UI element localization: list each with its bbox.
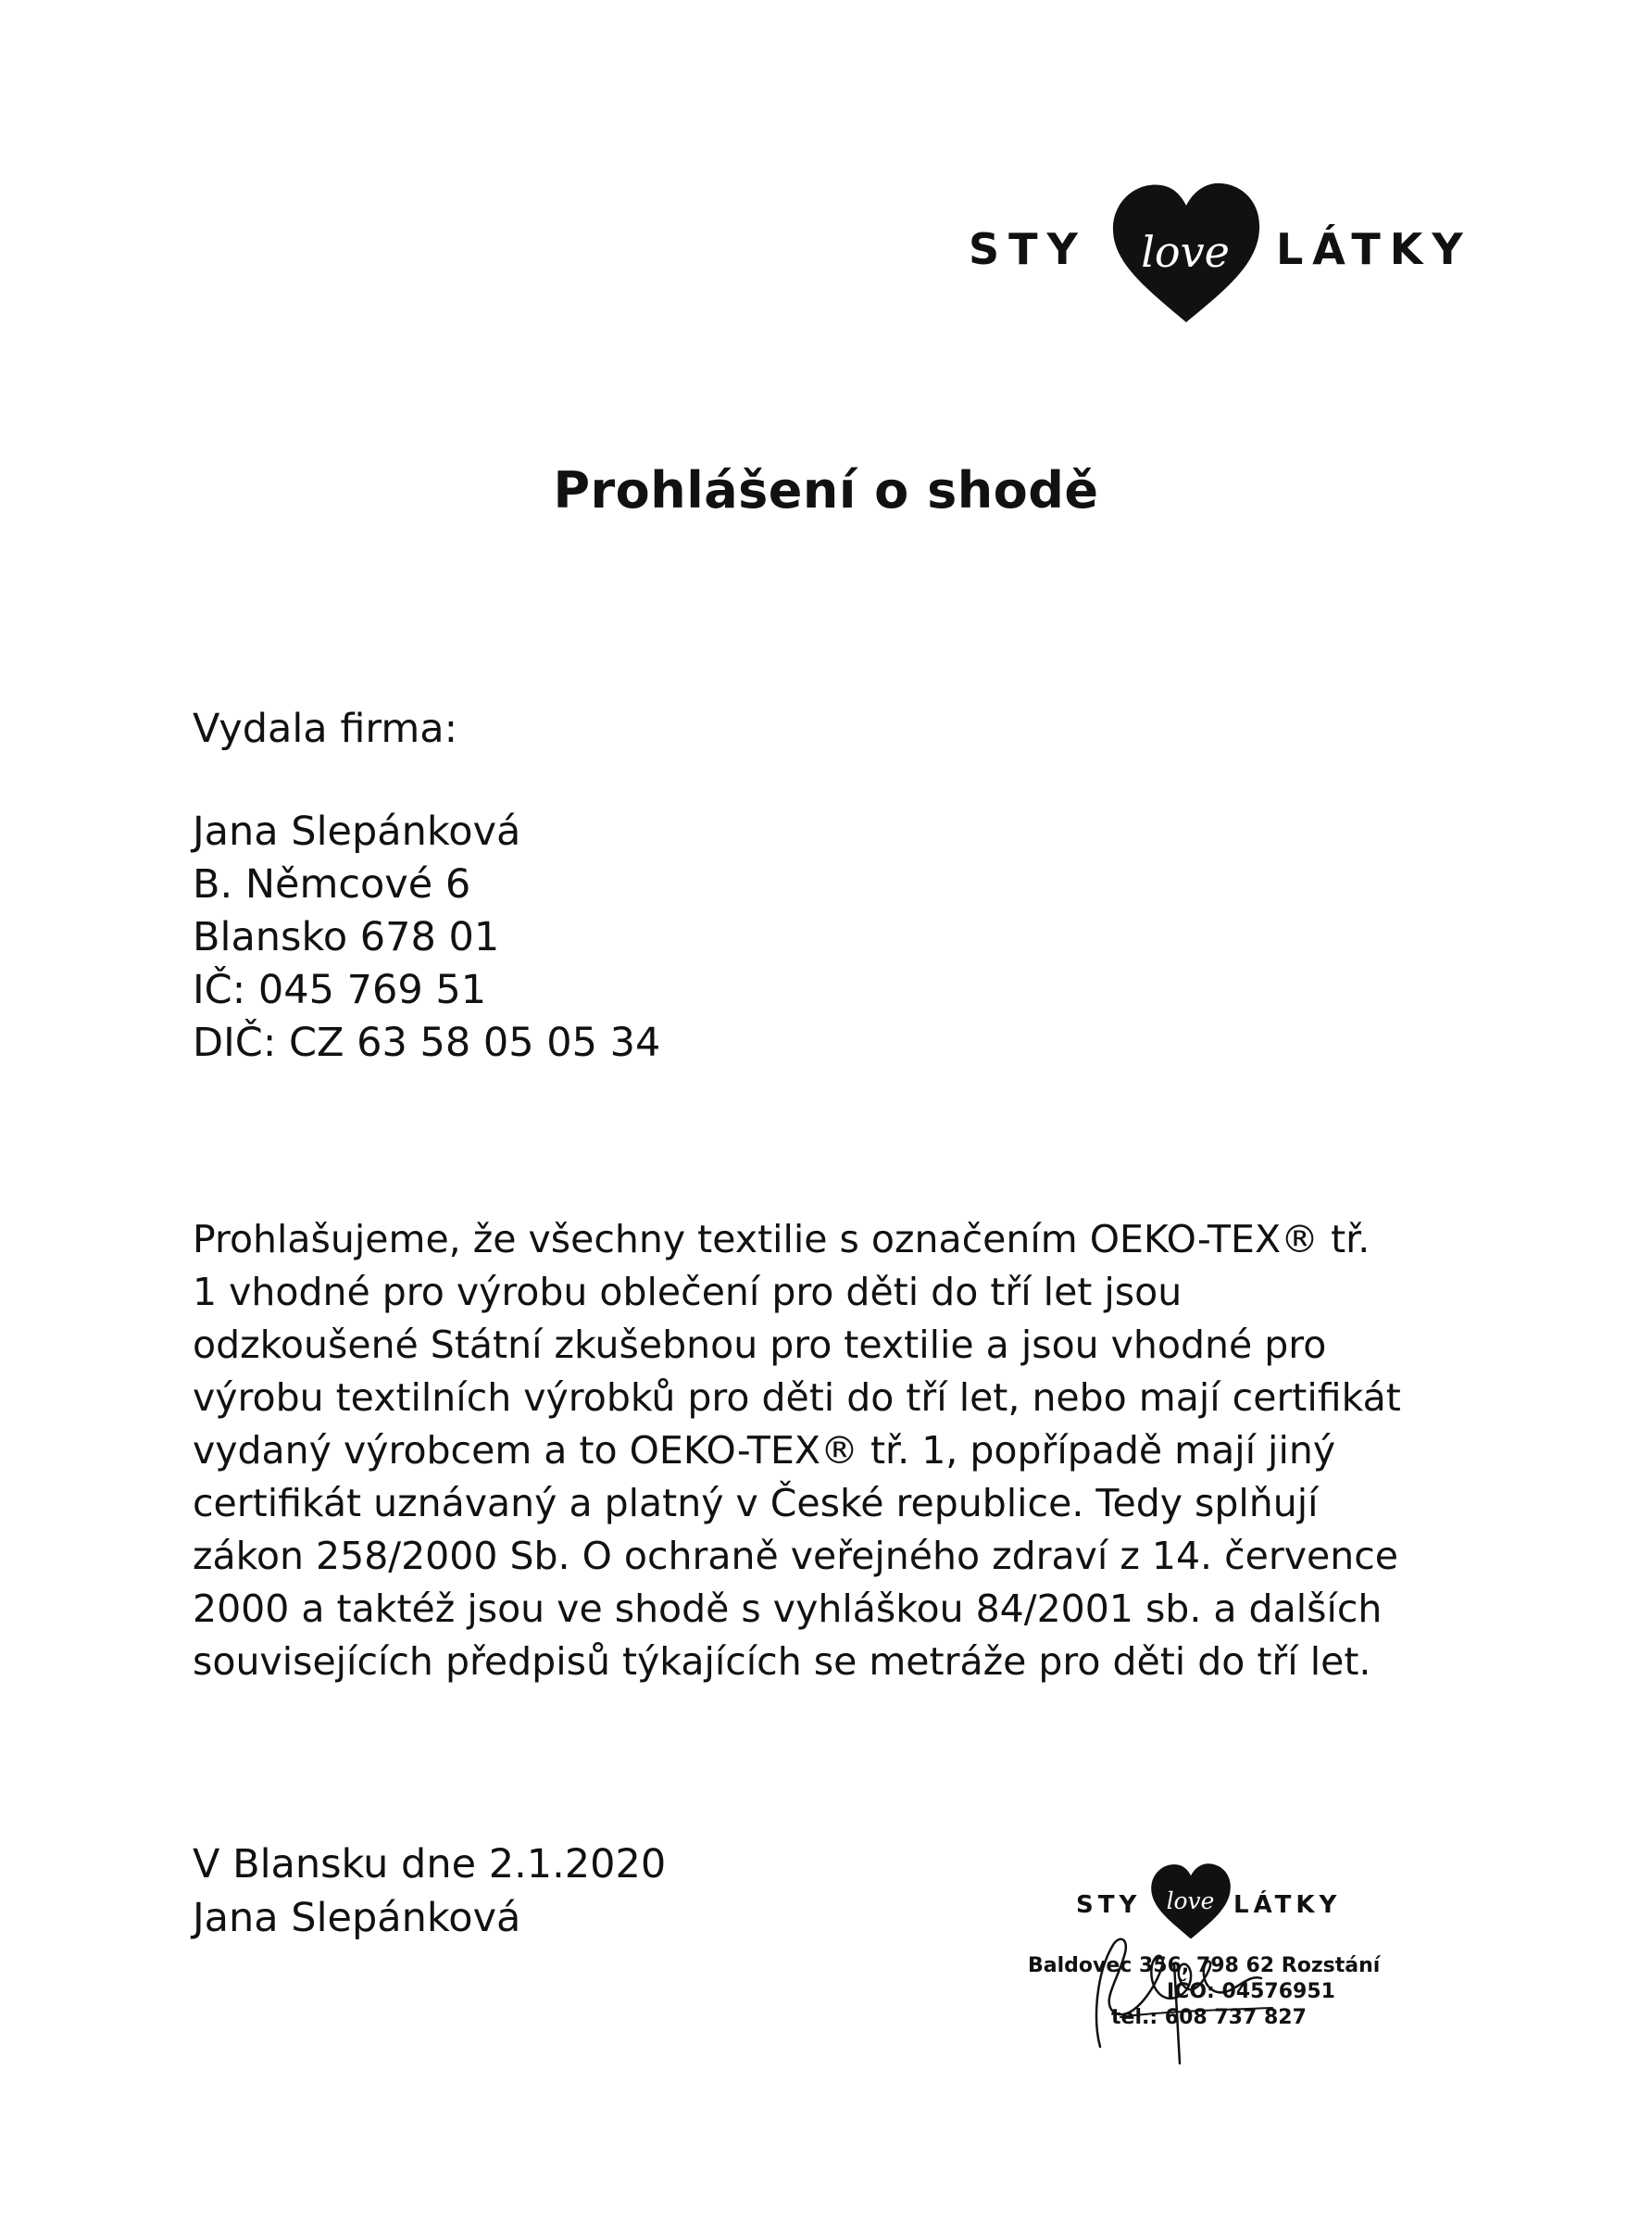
declaration-line: Prohlašujeme, že všechny textilie s označením OEKO-TEX® tř. — [193, 1217, 1370, 1261]
declaration-line: 1 vhodné pro výrobu oblečení pro děti do tří let jsou — [193, 1270, 1183, 1314]
company-stamp — [1028, 1852, 1417, 2065]
issuer-name: Jana Slepánková — [193, 809, 521, 855]
company-logo — [969, 176, 1487, 333]
issued-by-label: Vydala firma: — [193, 706, 458, 752]
declaration-line: vydaný výrobcem a to OEKO-TEX® tř. 1, popřípadě mají jiný — [193, 1428, 1336, 1473]
footer-block — [193, 1837, 666, 1945]
place-date: V Blansku dne 2.1.2020 — [193, 1841, 667, 1887]
stamp-address: Baldovec 356, 798 62 Rozstání — [1028, 1954, 1381, 1977]
issuer-street: B. Němcové 6 — [193, 861, 471, 908]
logo-text-right: LÁTKY — [1276, 224, 1472, 274]
declaration-line: certifikát uznávaný a platný v České republice. Tedy splňují — [193, 1481, 1319, 1525]
declaration-line: zákon 258/2000 Sb. O ochraně veřejného zdraví z 14. července — [193, 1534, 1398, 1578]
handwritten-signature — [1065, 1908, 1278, 2065]
stamp-text-right: LÁTKY — [1233, 1891, 1342, 1919]
logo-script-text: love — [1141, 227, 1230, 277]
declaration-line: 2000 a taktéž jsou ve shodě s vyhláškou 84/2001 sb. a dalších — [193, 1586, 1383, 1631]
declaration-line: odzkoušené Státní zkušebnou pro textilie a jsou vhodné pro — [193, 1323, 1327, 1367]
declaration-line: souvisejících předpisů týkajících se metráže pro děti do tří let. — [193, 1639, 1371, 1684]
declaration-paragraph — [193, 1213, 1433, 1688]
stamp-text-left: STY — [1076, 1891, 1142, 1919]
issuer-dic: DIČ: CZ 63 58 05 05 34 — [193, 1020, 661, 1066]
document-title: Prohlášení o shodě — [553, 461, 1099, 520]
issuer-city: Blansko 678 01 — [193, 914, 500, 960]
logo-text-left: STY — [969, 224, 1087, 274]
signatory-name: Jana Slepánková — [193, 1895, 521, 1941]
issuer-address — [193, 806, 660, 1070]
stamp-script-text: love — [1166, 1887, 1215, 1915]
declaration-line: výrobu textilních výrobků pro děti do tří let, nebo mají certifikát — [193, 1375, 1401, 1420]
stamp-ico: IČO: 04576951 — [1167, 1980, 1335, 2003]
issuer-ic: IČ: 045 769 51 — [193, 967, 487, 1013]
heart-icon — [1108, 176, 1265, 333]
stamp-phone: tel.: 608 737 827 — [1111, 2006, 1307, 2029]
